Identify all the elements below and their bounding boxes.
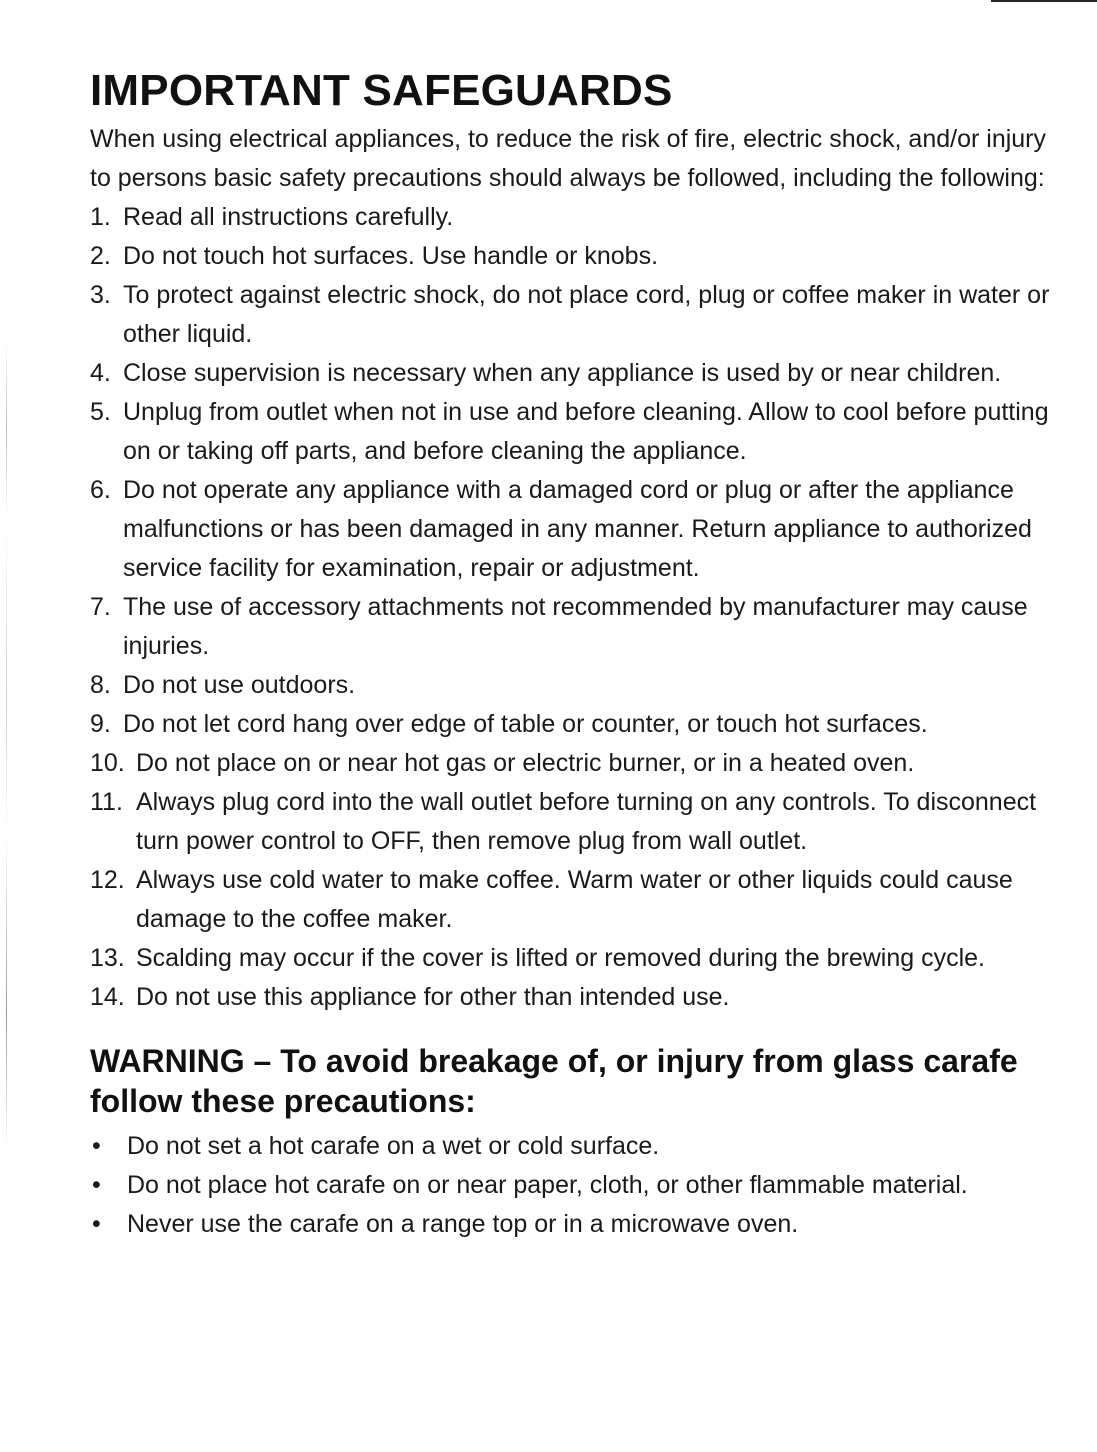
bullet-icon: •	[92, 1171, 101, 1199]
precaution-text: Do not set a hot carafe on a wet or cold surface.	[127, 1132, 660, 1160]
item-text: Do not place on or near hot gas or electric burner, or in a heated oven.	[136, 749, 915, 777]
bullet-icon: •	[92, 1210, 101, 1238]
precaution-item	[90, 1205, 1050, 1244]
item-number: 3.	[90, 281, 111, 309]
safeguard-item	[90, 237, 1050, 276]
item-text: Do not use this appliance for other than intended use.	[136, 983, 730, 1011]
safeguard-item	[90, 471, 1050, 588]
item-number: 2.	[90, 242, 111, 270]
safeguard-item	[90, 588, 1050, 666]
safeguards-list	[90, 198, 1050, 1017]
safeguard-item	[90, 354, 1050, 393]
item-number: 9.	[90, 710, 111, 738]
item-text: To protect against electric shock, do not place cord, plug or coffee maker in water or other liquid.	[123, 281, 1050, 348]
bullet-icon: •	[92, 1132, 101, 1160]
warning-heading: WARNING – To avoid breakage of, or injury from glass carafe follow these precautions:	[90, 1043, 1018, 1119]
item-number: 1.	[90, 203, 111, 231]
item-text: Always plug cord into the wall outlet before turning on any controls. To disconnect turn power control to OFF, then remove plug from wall outlet.	[136, 788, 1037, 855]
precaution-text: Do not place hot carafe on or near paper, cloth, or other flammable material.	[127, 1171, 968, 1199]
item-text: Do not operate any appliance with a damaged cord or plug or after the appliance malfunctions or has been damaged in any manner. Return appliance to authorized service facility for examination, repair or adjustment.	[123, 476, 1032, 582]
item-number: 4.	[90, 359, 111, 387]
page-title: IMPORTANT SAFEGUARDS	[90, 66, 673, 115]
safeguard-item	[90, 783, 1050, 861]
precaution-text: Never use the carafe on a range top or in a microwave oven.	[127, 1210, 799, 1238]
safeguard-item	[90, 939, 1050, 978]
item-text: Unplug from outlet when not in use and before cleaning. Allow to cool before putting on or taking off parts, and before cleaning the appliance.	[123, 398, 1049, 465]
top-edge-rule	[991, 0, 1097, 2]
safeguard-item	[90, 198, 1050, 237]
safeguard-item	[90, 744, 1050, 783]
safeguard-item	[90, 276, 1050, 354]
item-text: Scalding may occur if the cover is lifted or removed during the brewing cycle.	[136, 944, 985, 972]
item-text: The use of accessory attachments not recommended by manufacturer may cause injuries.	[123, 593, 1028, 660]
scan-edge-mark	[6, 340, 7, 1240]
item-number: 6.	[90, 476, 111, 504]
intro-paragraph: When using electrical appliances, to reduce the risk of fire, electric shock, and/or injury to persons basic safety precautions should always be followed, including the following:	[90, 125, 1047, 192]
safeguard-item	[90, 978, 1050, 1017]
item-text: Do not let cord hang over edge of table or counter, or touch hot surfaces.	[123, 710, 928, 738]
item-text: Do not use outdoors.	[123, 671, 356, 699]
item-number: 7.	[90, 593, 111, 621]
precaution-item	[90, 1166, 1050, 1205]
item-text: Read all instructions carefully.	[123, 203, 454, 231]
safeguard-item	[90, 705, 1050, 744]
safeguard-item	[90, 861, 1050, 939]
item-text: Do not touch hot surfaces. Use handle or knobs.	[123, 242, 659, 270]
item-text: Close supervision is necessary when any appliance is used by or near children.	[123, 359, 1002, 387]
safeguard-item	[90, 666, 1050, 705]
safeguard-item	[90, 393, 1050, 471]
document-page	[90, 62, 1050, 1244]
item-number: 13.	[90, 944, 125, 972]
item-text: Always use cold water to make coffee. Warm water or other liquids could cause damage to the coffee maker.	[136, 866, 1013, 933]
precaution-item	[90, 1127, 1050, 1166]
item-number: 8.	[90, 671, 111, 699]
item-number: 11.	[90, 788, 123, 816]
precautions-list	[90, 1127, 1050, 1244]
item-number: 14.	[90, 983, 125, 1011]
item-number: 5.	[90, 398, 111, 426]
item-number: 10.	[90, 749, 125, 777]
item-number: 12.	[90, 866, 125, 894]
